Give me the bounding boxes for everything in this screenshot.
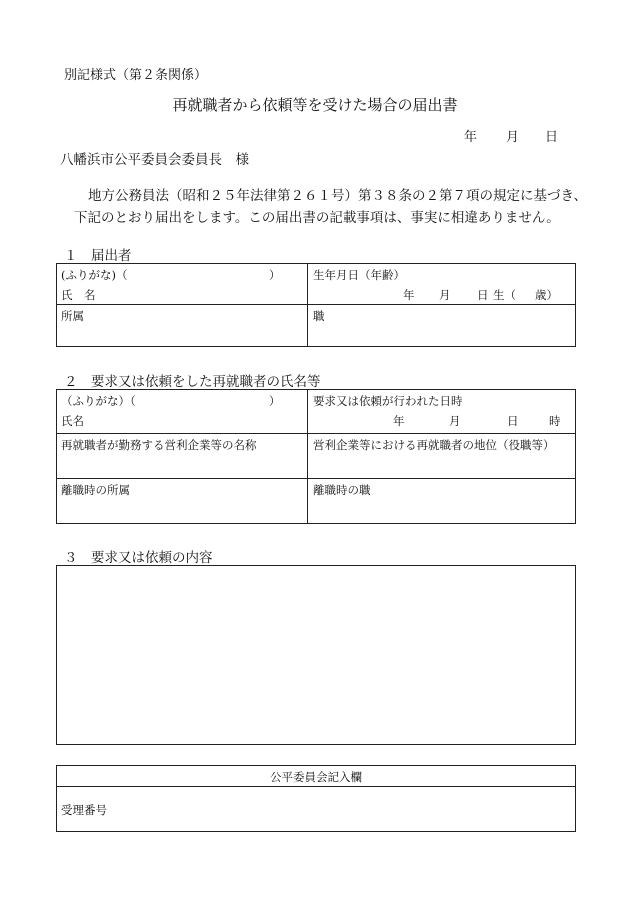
s1-birth-month: 月: [439, 288, 451, 302]
s2-former-position-label: 離職時の職: [313, 483, 371, 497]
s1-birthdate-label: 生年月日（年齢）: [313, 268, 405, 282]
section2-table: [56, 389, 576, 524]
s1-birth-sei: 生（: [493, 288, 516, 302]
date-year: 年: [464, 130, 478, 145]
s1-position-label: 職: [313, 309, 325, 323]
s1-furigana-label: (ふりがな)（: [61, 268, 128, 282]
office-use-header: 公平委員会記入欄: [270, 770, 362, 784]
s1-birth-age: 歳）: [535, 288, 558, 302]
s2-company-position-label: 営利企業等における再就職者の地位（役職等）: [313, 438, 555, 452]
s1-birth-day: 日: [477, 288, 489, 302]
s2-former-affiliation-label: 離職時の所属: [61, 483, 130, 497]
s1-name-label: 氏 名: [61, 288, 96, 302]
s2-dt-year: 年: [393, 414, 405, 428]
form-label: 別記様式（第２条関係）: [64, 68, 208, 83]
body-text-line1: 地方公務員法（昭和２５年法律第２６１号）第３８条の２第７項の規定に基づき、: [88, 188, 587, 204]
section1-heading: １ 届出者: [64, 248, 132, 264]
s2-furigana-label: （ふりがな）（: [61, 394, 136, 408]
s2-dt-month: 月: [449, 414, 461, 428]
office-use-box: [56, 765, 576, 832]
section1-table: [56, 263, 576, 347]
s2-company-label: 再就職者が勤務する営利企業等の名称: [61, 438, 257, 452]
date-day: 日: [545, 130, 559, 145]
section2-heading: ２ 要求又は依頼をした再就職者の氏名等: [64, 374, 321, 390]
body-text-line2: 下記のとおり届出をします。この届出書の記載事項は、事実に相違ありません。: [74, 210, 560, 226]
s2-dt-hour: 時: [549, 414, 561, 428]
s1-affiliation-label: 所属: [61, 309, 84, 323]
addressee: 八幡浜市公平委員会委員長 様: [60, 152, 249, 168]
date-month: 月: [506, 130, 520, 145]
receipt-number-label: 受理番号: [61, 803, 107, 817]
document-title: 再就職者から依頼等を受けた場合の届出書: [172, 96, 458, 114]
s2-furigana-close: ）: [269, 394, 281, 408]
section3-content-box: [56, 565, 576, 745]
s2-name-label: 氏名: [61, 414, 84, 428]
s2-dt-day: 日: [507, 414, 519, 428]
s1-birth-year: 年: [403, 288, 415, 302]
s2-datetime-label: 要求又は依頼が行われた日時: [313, 394, 463, 408]
s1-furigana-close: ）: [269, 268, 281, 282]
section3-heading: ３ 要求又は依頼の内容: [64, 550, 213, 566]
